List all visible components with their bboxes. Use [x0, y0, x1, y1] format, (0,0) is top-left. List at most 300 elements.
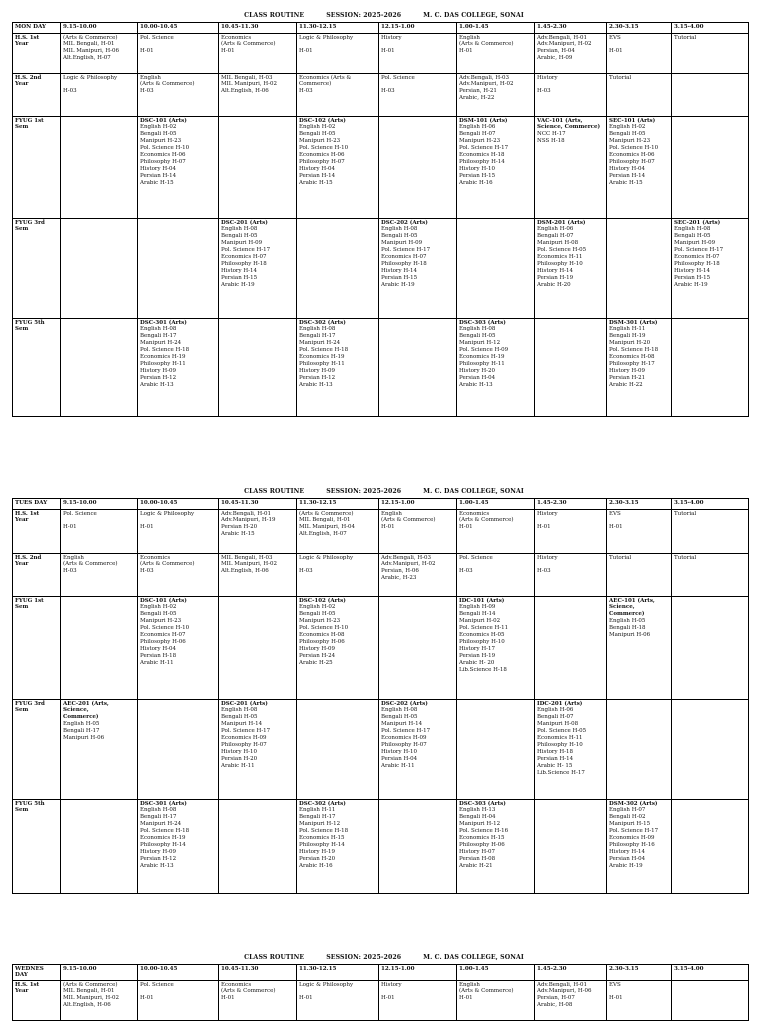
routine-cell — [61, 34, 138, 74]
class-label-line: FYUG 5th — [15, 800, 45, 807]
cell-line: English H-08 — [381, 707, 418, 714]
routine-header — [0, 12, 768, 19]
header-title: CLASS ROUTINE — [244, 954, 305, 961]
cell-line: Economics H-06 — [609, 152, 655, 159]
routine-cell — [672, 117, 749, 219]
cell-line: Economics H-19 — [140, 835, 186, 842]
class-label — [13, 981, 61, 1021]
cell-line: Arabic H-13 — [299, 381, 333, 388]
cell-line: Arabic H- 20 — [459, 659, 495, 666]
course-code: IDC-201 (Arts) — [537, 700, 583, 707]
cell-line: Bengali H-05 — [299, 611, 336, 618]
routine-cell — [219, 981, 297, 1021]
cell-line: History — [381, 34, 402, 41]
cell-line: Arabic, H-09 — [537, 55, 573, 62]
cell-line: History H-09 — [609, 367, 646, 374]
routine-cell — [672, 74, 749, 117]
cell-line: English H-06 — [537, 226, 574, 233]
cell-line: MIL Manipuri, H-04 — [299, 524, 356, 531]
routine-cell — [672, 34, 749, 74]
cell-line: Bengali H-05 — [140, 131, 177, 138]
time-slot-header: 2.30-3.15 — [607, 965, 672, 981]
time-slot-header: 2.30-3.15 — [607, 23, 672, 34]
cell-line: (Arts & Commerce) — [140, 81, 195, 88]
routine-cell — [379, 74, 457, 117]
time-slot-header: 10.45-11.30 — [219, 965, 297, 981]
cell-line: H-01 — [609, 995, 623, 1002]
cell-line: Economics H-08 — [299, 632, 345, 639]
course-code: DSC-303 (Arts) — [459, 319, 506, 326]
routine-table — [12, 498, 749, 894]
cell-line: Economics H-07 — [140, 632, 186, 639]
class-label-line: H.S. 1st — [15, 981, 40, 988]
cell-line: Adv.Manipuri, H-19 — [221, 517, 276, 524]
cell-line: Economics H-11 — [537, 254, 583, 261]
cell-line: Persian H-04 — [609, 855, 646, 862]
cell-line: Alt.English, H-06 — [63, 1002, 111, 1009]
cell-line: Logic & Philosophy — [299, 981, 354, 988]
cell-line — [63, 517, 135, 524]
cell-line: Arabic, H-22 — [459, 95, 495, 102]
class-label-line: H.S. 1st — [15, 34, 40, 41]
course-code: DSC-302 (Arts) — [299, 800, 346, 807]
routine-cell — [61, 117, 138, 219]
cell-line: Manipuri H-12 — [459, 821, 501, 828]
cell-line: English H-06 — [459, 124, 496, 131]
cell-line: Logic & Philosophy — [63, 74, 118, 81]
cell-line: Arabic H-25 — [299, 659, 333, 666]
cell-line: History — [381, 981, 402, 988]
cell-line: English H-05 — [609, 618, 646, 625]
cell-line: History H-09 — [299, 367, 336, 374]
cell-line: Adv.Bengali, H-03 — [459, 74, 510, 81]
routine-cell — [138, 800, 219, 894]
routine-cell — [138, 117, 219, 219]
cell-line: Arabic H-13 — [140, 862, 174, 869]
cell-line: Economics H-15 — [459, 835, 505, 842]
cell-line: Arabic H-13 — [459, 381, 493, 388]
cell-line: English H-05 — [63, 721, 100, 728]
cell-line: H-03 — [140, 568, 154, 575]
cell-line: History H-17 — [459, 645, 496, 652]
cell-line — [299, 41, 376, 48]
day-cell: WEDNES DAY — [13, 965, 61, 981]
routine-cell — [535, 319, 607, 417]
routine-cell — [297, 597, 379, 700]
cell-line: Arabic H-19 — [609, 862, 643, 869]
cell-line: Bengali H-05 — [140, 611, 177, 618]
cell-line: English H-08 — [381, 226, 418, 233]
routine-cell — [138, 597, 219, 700]
cell-line: English — [459, 34, 480, 41]
cell-line: Economics H-09 — [221, 735, 267, 742]
cell-line — [299, 561, 376, 568]
day-cell: TUES DAY — [13, 499, 61, 510]
course-code: DSC-101 (Arts) — [140, 117, 187, 124]
cell-line: Arabic H-15 — [221, 531, 255, 538]
cell-line: Pol. Science H-05 — [537, 728, 587, 735]
cell-line: H-03 — [459, 568, 473, 575]
cell-line: Philosophy H-06 — [140, 638, 186, 645]
routine-cell — [457, 319, 535, 417]
routine-cell — [61, 800, 138, 894]
routine-cell — [672, 319, 749, 417]
routine-cell — [219, 700, 297, 800]
cell-line: Economics H-18 — [459, 152, 505, 159]
routine-cell — [607, 319, 672, 417]
cell-line: English H-08 — [140, 807, 177, 814]
routine-cell — [457, 74, 535, 117]
cell-line — [537, 81, 604, 88]
cell-line: H-01 — [609, 524, 623, 531]
cell-line: Persian H-12 — [140, 374, 177, 381]
cell-line: Persian H-15 — [459, 172, 496, 179]
course-code: DSC-202 (Arts) — [381, 219, 428, 226]
cell-line: Pol. Science — [140, 34, 174, 41]
time-slot-header: 10.00-10.45 — [138, 965, 219, 981]
cell-line: Bengali H-02 — [609, 814, 646, 821]
cell-line: Pol. Science H-05 — [537, 247, 587, 254]
cell-line: Commerce) — [609, 611, 645, 618]
cell-line: Economics H-07 — [674, 254, 720, 261]
course-code: DSC-102 (Arts) — [299, 597, 346, 604]
routine-cell — [607, 34, 672, 74]
cell-line: Bengali H-05 — [221, 714, 258, 721]
routine-cell — [219, 34, 297, 74]
cell-line: Economics H-08 — [609, 354, 655, 361]
course-code: DSC-301 (Arts) — [140, 319, 187, 326]
cell-line: Persian H-19 — [537, 274, 574, 281]
cell-line: Manipuri H-23 — [299, 138, 341, 145]
cell-line: Arabic H-11 — [140, 659, 174, 666]
cell-line: Alt.English, H-07 — [63, 55, 111, 62]
routine-cell — [138, 700, 219, 800]
cell-line: Persian H-15 — [674, 274, 711, 281]
header-session: SESSION: 2025-2026 — [326, 488, 402, 495]
cell-line: (Arts & Commerce) — [63, 561, 118, 568]
time-slot-header: 3.15-4.00 — [672, 499, 749, 510]
cell-line: Philosophy H-07 — [221, 741, 267, 748]
cell-line: English H-08 — [299, 326, 336, 333]
routine-cell — [672, 554, 749, 597]
cell-line — [609, 41, 669, 48]
cell-line: Economics H-15 — [299, 835, 345, 842]
cell-line: Pol. Science H-18 — [299, 828, 349, 835]
cell-line: H-01 — [299, 995, 313, 1002]
cell-line: Philosophy H-10 — [459, 638, 505, 645]
routine-cell — [672, 510, 749, 554]
routine-cell — [457, 700, 535, 800]
cell-line: Persian H-15 — [381, 274, 418, 281]
cell-line: History H-04 — [140, 165, 177, 172]
cell-line: Tutorial — [674, 34, 697, 41]
class-label-line: FYUG 5th — [15, 319, 45, 326]
cell-line: Manipuri H-23 — [140, 138, 182, 145]
cell-line: MIL Bengali, H-01 — [63, 988, 115, 995]
routine-row — [13, 34, 749, 74]
routine-cell — [297, 117, 379, 219]
time-slot-header: 1.45-2.30 — [535, 499, 607, 510]
cell-line: History H-09 — [140, 367, 177, 374]
cell-line: History H-04 — [609, 165, 646, 172]
time-slot-header: 1.45-2.30 — [535, 23, 607, 34]
cell-line: Pol. Science H-17 — [674, 247, 724, 254]
cell-line: History — [537, 510, 558, 517]
routine-cell — [138, 34, 219, 74]
cell-line: Arabic H-19 — [674, 281, 708, 288]
cell-line: Economics — [221, 981, 252, 988]
cell-line: Economics H-09 — [609, 835, 655, 842]
cell-line: Persian H-14 — [609, 172, 646, 179]
cell-line: English H-08 — [221, 226, 258, 233]
cell-line: H-01 — [381, 995, 395, 1002]
cell-line: Tutorial — [674, 554, 697, 561]
cell-line: Persian H-20 — [221, 524, 258, 531]
cell-line: Pol. Science H-10 — [299, 625, 349, 632]
routine-cell — [61, 510, 138, 554]
routine-cell — [138, 74, 219, 117]
cell-line: Manipuri H-08 — [537, 721, 579, 728]
cell-line: English H-11 — [299, 807, 336, 814]
routine-cell — [379, 700, 457, 800]
course-code: DSC-202 (Arts) — [381, 700, 428, 707]
cell-line: EVS — [609, 34, 621, 41]
cell-line: English H-08 — [674, 226, 711, 233]
routine-cell — [457, 800, 535, 894]
cell-line: Manipuri H-23 — [140, 618, 182, 625]
routine-cell — [297, 219, 379, 319]
cell-line: Philosophy H-18 — [221, 260, 267, 267]
cell-line: Manipuri H-09 — [674, 240, 716, 247]
routine-cell — [607, 800, 672, 894]
time-slot-header: 2.30-3.15 — [607, 499, 672, 510]
cell-line: Philosophy H-07 — [140, 158, 186, 165]
cell-line: Alt.English, H-07 — [299, 531, 347, 538]
class-label-line: FYUG 1st — [15, 117, 44, 124]
cell-line: Tutorial — [609, 74, 632, 81]
routine-cell — [672, 981, 749, 1021]
cell-line: H-01 — [299, 48, 313, 55]
routine-cell — [138, 554, 219, 597]
cell-line: Economics (Arts & — [299, 74, 352, 81]
routine-row — [13, 981, 749, 1021]
cell-line: Pol. Science H-18 — [609, 347, 659, 354]
routine-cell — [607, 597, 672, 700]
cell-line: Persian H-20 — [299, 855, 336, 862]
cell-line: Economics H-07 — [381, 254, 427, 261]
cell-line: (Arts & Commerce) — [221, 41, 276, 48]
header-session: SESSION: 2025-2026 — [326, 12, 402, 19]
cell-line: Bengali H-17 — [299, 333, 336, 340]
cell-line: Arabic H-20 — [537, 281, 571, 288]
header-college: M. C. DAS COLLEGE, SONAI — [423, 954, 524, 961]
course-code: DSM-302 (Arts) — [609, 800, 658, 807]
cell-line: Manipuri H-24 — [140, 340, 182, 347]
cell-line: H-01 — [459, 48, 473, 55]
cell-line — [63, 81, 135, 88]
cell-line: Manipuri H-08 — [537, 240, 579, 247]
routine-cell — [607, 219, 672, 319]
cell-line: Persian H-04 — [459, 374, 496, 381]
cell-line: Persian, H-21 — [459, 88, 497, 95]
cell-line: Persian H-04 — [381, 755, 418, 762]
class-label-line: FYUG 3rd — [15, 700, 45, 707]
cell-line: Pol. Science H-09 — [459, 347, 509, 354]
cell-line: English H-02 — [299, 604, 336, 611]
cell-line: Manipuri H-23 — [609, 138, 651, 145]
cell-line: MIL Bengali, H-01 — [299, 517, 351, 524]
class-label — [13, 800, 61, 894]
day-cell: MON DAY — [13, 23, 61, 34]
cell-line: Persian H-15 — [221, 274, 258, 281]
routine-cell — [61, 74, 138, 117]
cell-line: Economics H-19 — [299, 354, 345, 361]
cell-line: Arabic, H-08 — [537, 1002, 573, 1009]
cell-line: Philosophy H-07 — [381, 741, 427, 748]
routine-cell — [219, 319, 297, 417]
cell-line — [140, 41, 216, 48]
cell-line: Manipuri H-12 — [299, 821, 341, 828]
cell-line: Logic & Philosophy — [140, 510, 195, 517]
cell-line: Manipuri H-09 — [221, 240, 263, 247]
class-label — [13, 74, 61, 117]
time-slot-header: 3.15-4.00 — [672, 23, 749, 34]
cell-line: H-03 — [299, 568, 313, 575]
cell-line — [537, 517, 604, 524]
cell-line: History H-09 — [299, 645, 336, 652]
cell-line: Pol. Science H-10 — [609, 145, 659, 152]
cell-line: Arabic H-11 — [221, 762, 255, 769]
routine-cell — [379, 219, 457, 319]
course-code: DSC-201 (Arts) — [221, 700, 268, 707]
routine-cell — [535, 981, 607, 1021]
cell-line — [537, 561, 604, 568]
routine-cell — [607, 554, 672, 597]
class-label-line: Sem — [15, 807, 29, 814]
cell-line: EVS — [609, 981, 621, 988]
time-slot-header: 3.15-4.00 — [672, 965, 749, 981]
cell-line: Economics H-19 — [459, 354, 505, 361]
cell-line: Arabic H-16 — [459, 179, 493, 186]
course-code: DSC-201 (Arts) — [221, 219, 268, 226]
routine-row — [13, 800, 749, 894]
cell-line: Bengali H-17 — [140, 333, 177, 340]
cell-line: English H-02 — [299, 124, 336, 131]
cell-line: H-01 — [537, 524, 551, 531]
routine-table — [12, 964, 749, 1021]
routine-cell — [379, 117, 457, 219]
routine-cell — [379, 554, 457, 597]
cell-line: Manipuri H-24 — [299, 340, 341, 347]
cell-line: Adv.Manipuri, H-02 — [381, 561, 436, 568]
cell-line: Persian, H-06 — [381, 568, 419, 575]
cell-line: Bengali H-17 — [63, 728, 100, 735]
cell-line: Persian H-08 — [459, 855, 496, 862]
cell-line: Philosophy H-11 — [299, 360, 345, 367]
cell-line: H-01 — [459, 995, 473, 1002]
cell-line: Manipuri H-15 — [609, 821, 651, 828]
cell-line: Commerce) — [63, 714, 99, 721]
routine-cell — [297, 554, 379, 597]
routine-cell — [219, 800, 297, 894]
class-label-line: Year — [15, 41, 29, 48]
cell-line: Arabic H-19 — [381, 281, 415, 288]
cell-line: Pol. Science H-10 — [140, 145, 190, 152]
cell-line: Bengali H-17 — [299, 814, 336, 821]
cell-line: English H-02 — [140, 604, 177, 611]
routine-row — [13, 117, 749, 219]
cell-line: Persian H-14 — [140, 172, 177, 179]
cell-line: Pol. Science H-16 — [459, 828, 509, 835]
routine-cell — [219, 219, 297, 319]
routine-cell — [607, 981, 672, 1021]
routine-cell — [457, 117, 535, 219]
routine-cell — [672, 597, 749, 700]
cell-line: Economics H-06 — [140, 152, 186, 159]
cell-line: Persian H-14 — [537, 755, 574, 762]
cell-line: (Arts & Commerce) — [459, 517, 514, 524]
course-code: DSM-301 (Arts) — [609, 319, 658, 326]
routine-row — [13, 597, 749, 700]
cell-line: Science, — [609, 604, 635, 611]
routine-cell — [61, 981, 138, 1021]
time-slot-header: 12.15-1.00 — [379, 965, 457, 981]
routine-cell — [535, 34, 607, 74]
cell-line: Tutorial — [609, 554, 632, 561]
routine-cell — [297, 74, 379, 117]
routine-cell — [297, 981, 379, 1021]
class-label-line: FYUG 3rd — [15, 219, 45, 226]
routine-cell — [535, 700, 607, 800]
cell-line: H-01 — [140, 995, 154, 1002]
cell-line: Bengali H-05 — [221, 233, 258, 240]
routine-cell — [138, 319, 219, 417]
time-slot-header: 10.45-11.30 — [219, 499, 297, 510]
routine-cell — [379, 34, 457, 74]
course-code: DSM-201 (Arts) — [537, 219, 586, 226]
cell-line: English H-08 — [459, 326, 496, 333]
cell-line: H-01 — [221, 995, 235, 1002]
class-label-line: Sem — [15, 226, 29, 233]
routine-row — [13, 510, 749, 554]
routine-cell — [535, 219, 607, 319]
cell-line: Adv.Bengali, H-01 — [537, 34, 588, 41]
cell-line: History — [537, 74, 558, 81]
cell-line: Science, Commerce) — [537, 124, 601, 131]
class-label-line: Year — [15, 81, 29, 88]
routine-table — [12, 22, 749, 417]
class-label — [13, 117, 61, 219]
routine-cell — [61, 219, 138, 319]
routine-cell — [457, 597, 535, 700]
cell-line: Philosophy H-14 — [299, 841, 345, 848]
cell-line: MIL Manipuri, H-02 — [221, 81, 278, 88]
routine-cell — [138, 510, 219, 554]
cell-line: Pol. Science H-18 — [299, 347, 349, 354]
cell-line: Bengali H-05 — [459, 333, 496, 340]
cell-line: Economics H-06 — [299, 152, 345, 159]
cell-line: Philosophy H-07 — [299, 158, 345, 165]
cell-line: H-03 — [537, 568, 551, 575]
course-code: DSC-302 (Arts) — [299, 319, 346, 326]
cell-line: H-01 — [63, 524, 77, 531]
routine-cell — [219, 554, 297, 597]
cell-line: NSS H-18 — [537, 138, 565, 145]
cell-line: Pol. Science — [459, 554, 493, 561]
cell-line: Adv.Bengali, H-01 — [221, 510, 272, 517]
cell-line: Pol. Science — [381, 74, 415, 81]
cell-line: Alt.English, H-06 — [221, 568, 269, 575]
